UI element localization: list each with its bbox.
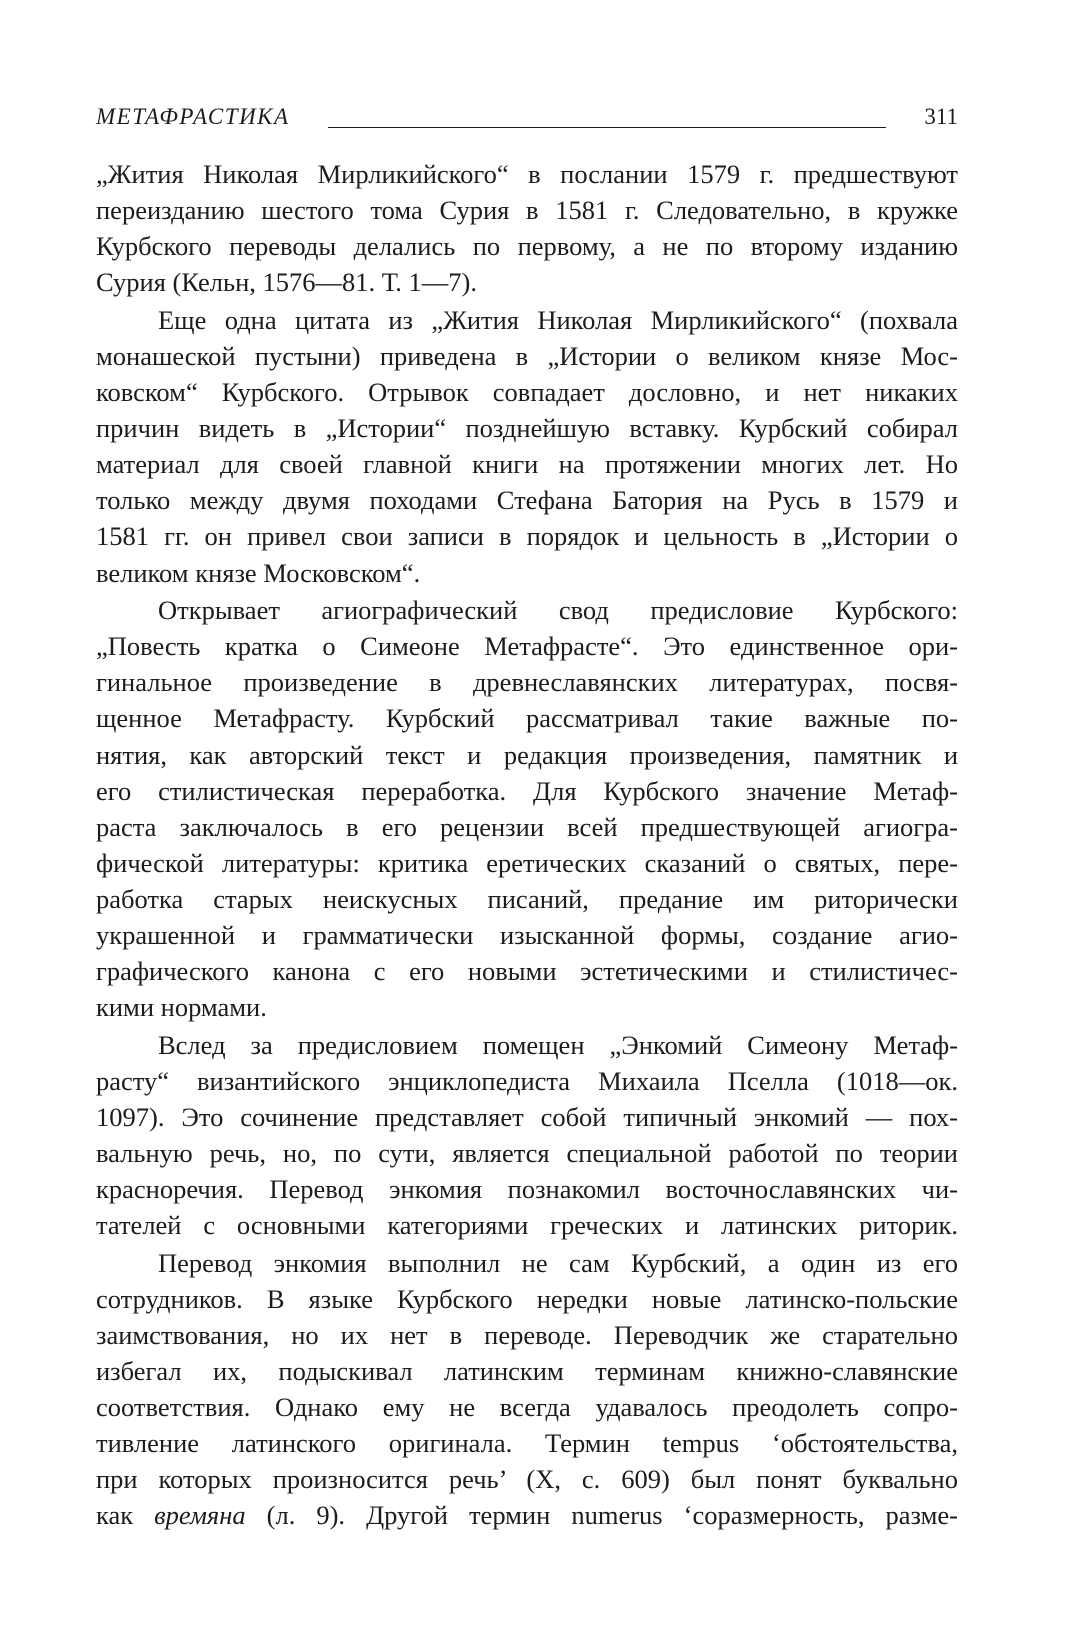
text-line: Перевод энкомия выполнил не сам Курбский, а один из его (158, 1247, 958, 1278)
text-line: нятия, как авторский текст и редакция произведения, памятник и (96, 739, 958, 770)
text-line: графического канона с его новыми эстетическими и стилистичес- (96, 956, 958, 987)
text-line: избегал их, подыскивал латинским терминам книжно-славянские (96, 1356, 958, 1387)
text-line: переизданию шестого тома Сурия в 1581 г. Следовательно, в кружке (96, 195, 958, 226)
text-line: фической литературы: критика еретических сказаний о святых, пере- (96, 847, 958, 878)
page-text (96, 156, 958, 1534)
text-line: Курбского переводы делались по первому, а не по второму изданию (96, 231, 958, 262)
text-line: Открывает агиографический свод предисловие Курбского: (158, 595, 958, 626)
text-line: Сурия (Кельн, 1576—81. Т. 1—7). (96, 267, 477, 298)
text-line: сотрудников. В языке Курбского нередки новые латинско-польские (96, 1283, 958, 1314)
paragraph-5 (96, 1245, 958, 1534)
text-line: Еще одна цитата из „Жития Николая Мирликийского“ (похвала (158, 304, 958, 335)
text-line: красноречия. Перевод энкомия познакомил восточнославянских чи- (96, 1174, 958, 1205)
paragraph-4 (96, 1027, 958, 1244)
text-line: при которых произносится речь’ (X, с. 609) был понят буквально (96, 1464, 958, 1495)
text-line: „Повесть кратка о Симеоне Метафрасте“. Это единственное ори- (96, 631, 958, 662)
text-line: тателей с основными категориями греческих и латинских риторик. (96, 1210, 958, 1241)
line-segment: (л. 9). Другой термин numerus ‘соразмерность, разме- (245, 1500, 958, 1531)
text-line: украшенной и грамматически изысканной формы, создание агио- (96, 919, 958, 950)
header-rule (328, 127, 886, 128)
paragraph-1 (96, 156, 958, 300)
text-line: ковском“ Курбского. Отрывок совпадает дословно, и нет никаких (96, 377, 958, 408)
line-segment: как (96, 1500, 155, 1531)
text-line: вальную речь, но, по сути, является специальной работой по теории (96, 1138, 958, 1169)
text-line: „Жития Николая Мирликийского“ в послании 1579 г. предшествуют (96, 159, 958, 189)
text-line-with-italic (96, 1497, 958, 1533)
text-line: заимствования, но их нет в переводе. Переводчик же старательно (96, 1320, 958, 1350)
page-number: 311 (924, 104, 958, 129)
text-line: 1581 гг. он привел свои записи в порядок и цельность в „Истории о (96, 521, 958, 552)
text-line: Вслед за предисловием помещен „Энкомий Симеону Метаф- (158, 1029, 958, 1060)
paragraph-3 (96, 592, 958, 1025)
text-line: только между двумя походами Стефана Батория на Русь в 1579 и (96, 485, 958, 516)
text-line: монашеской пустыни) приведена в „Истории о великом князе Мос- (96, 340, 958, 371)
text-line: гинальное произведение в древнеславянских литературах, посвя- (96, 667, 958, 698)
text-line: материал для своей главной книги на протяжении многих лет. Но (96, 449, 958, 480)
text-line: раста заключалось в его рецензии всей предшествующей агиогра- (96, 811, 958, 842)
text-line: работка старых неискусных писаний, предание им риторически (96, 883, 958, 914)
text-line: щенное Метафрасту. Курбский рассматривал такие важные по- (96, 703, 958, 734)
text-line: соответствия. Однако ему не всегда удавалось преодолеть сопро- (96, 1392, 958, 1423)
text-line: расту“ византийского энциклопедиста Михаила Пселла (1018—ок. (96, 1065, 958, 1096)
text-line: его стилистическая переработка. Для Курбского значение Метаф- (96, 775, 958, 806)
text-line: кими нормами. (96, 992, 267, 1023)
running-title: МЕТАФРАСТИКА (96, 104, 290, 129)
text-line: причин видеть в „Истории“ позднейшую вставку. Курбский собирал (96, 413, 958, 444)
paragraph-2 (96, 302, 958, 591)
italic-term: времяна (154, 1500, 246, 1531)
running-header (96, 100, 958, 136)
text-line: великом князе Московском“. (96, 557, 421, 588)
text-line: 1097). Это сочинение представляет собой типичный энкомий — пох- (96, 1101, 958, 1132)
text-line: тивление латинского оригинала. Термин tempus ‘обстоятельства, (96, 1428, 958, 1459)
